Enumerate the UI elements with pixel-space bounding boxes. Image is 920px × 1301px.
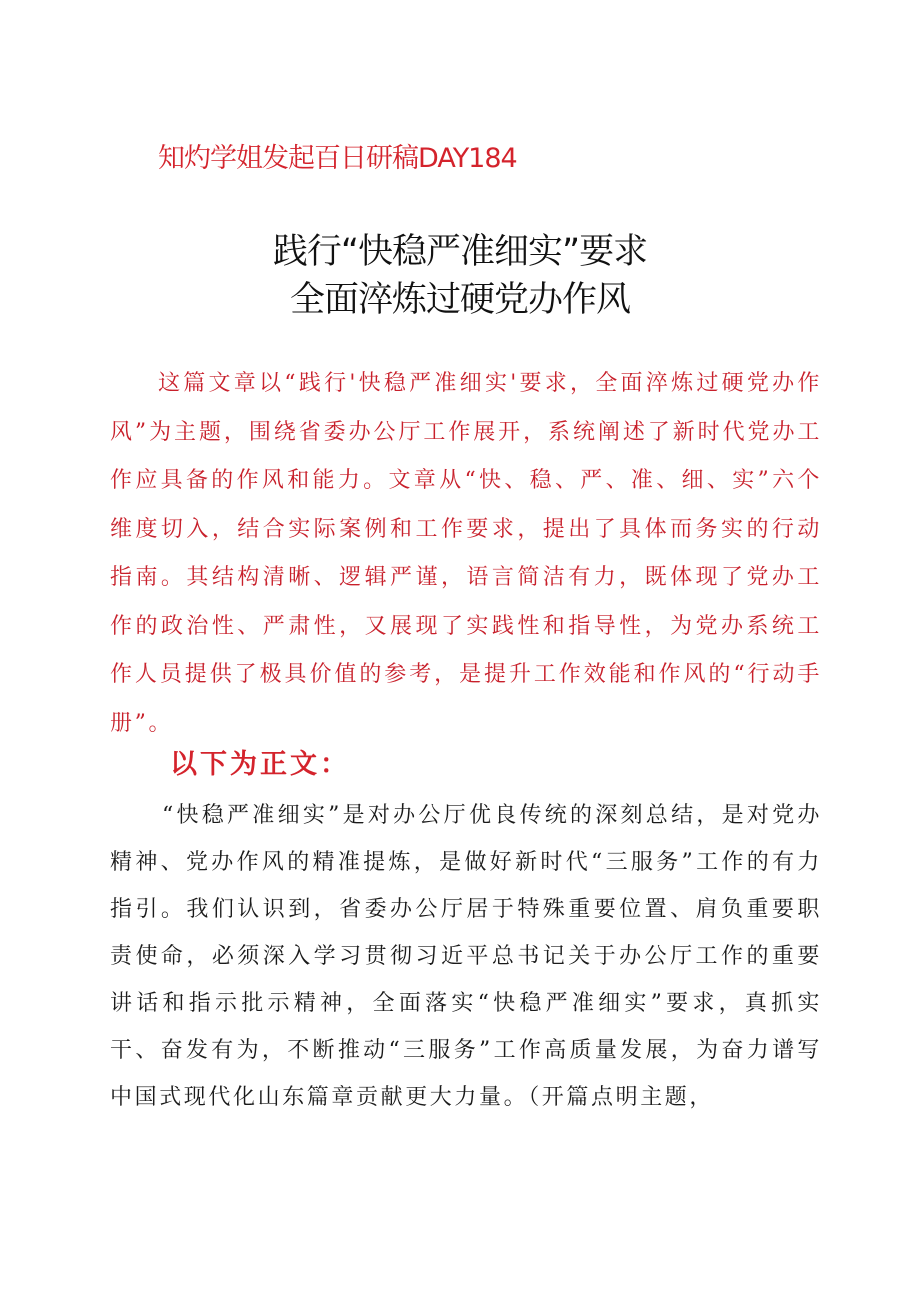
summary-paragraph: 这篇文章以“践行'快稳严准细实'要求，全面淬炼过硬党办作风”为主题，围绕省委办公厅工作展开，系统阐述了新时代党办工作应具备的作风和能力。文章从“快、稳、严、准、细、实”六个维度切入，结合实际案例和工作要求，提出了具体而务实的行动指南。其结构清晰、逻辑严谨，语言简洁有力，既体现了党办工作的政治性、严肃性，又展现了实践性和指导性，为党办系统工作人员提供了极具价值的参考，是提升工作效能和作风的“行动手册”。 bbox=[110, 371, 822, 736]
body-paragraph: “快稳严准细实”是对办公厅优良传统的深刻总结，是对党办精神、党办作风的精准提炼，是做好新时代“三服务”工作的有力指引。我们认识到，省委办公厅居于特殊重要位置、肩负重要职责使命，必须深入学习贯彻习近平总书记关于办公厅工作的重要讲话和指示批示精神，全面落实“快稳严准细实”要求，真抓实干、奋发有为，不断推动“三服务”工作高质量发展，为奋力谱写中国式现代化山东篇章贡献更大力量。（开篇点明主题， bbox=[110, 803, 822, 1110]
page-title-line1: 践行“快稳严准细实”要求 bbox=[272, 232, 648, 272]
section-heading: 以下为正文： bbox=[170, 749, 350, 780]
page-title-line2: 全面淬炼过硬党办作风 bbox=[289, 280, 630, 320]
header-tag: 知灼学姐发起百日研稿DAY184 bbox=[158, 143, 517, 174]
